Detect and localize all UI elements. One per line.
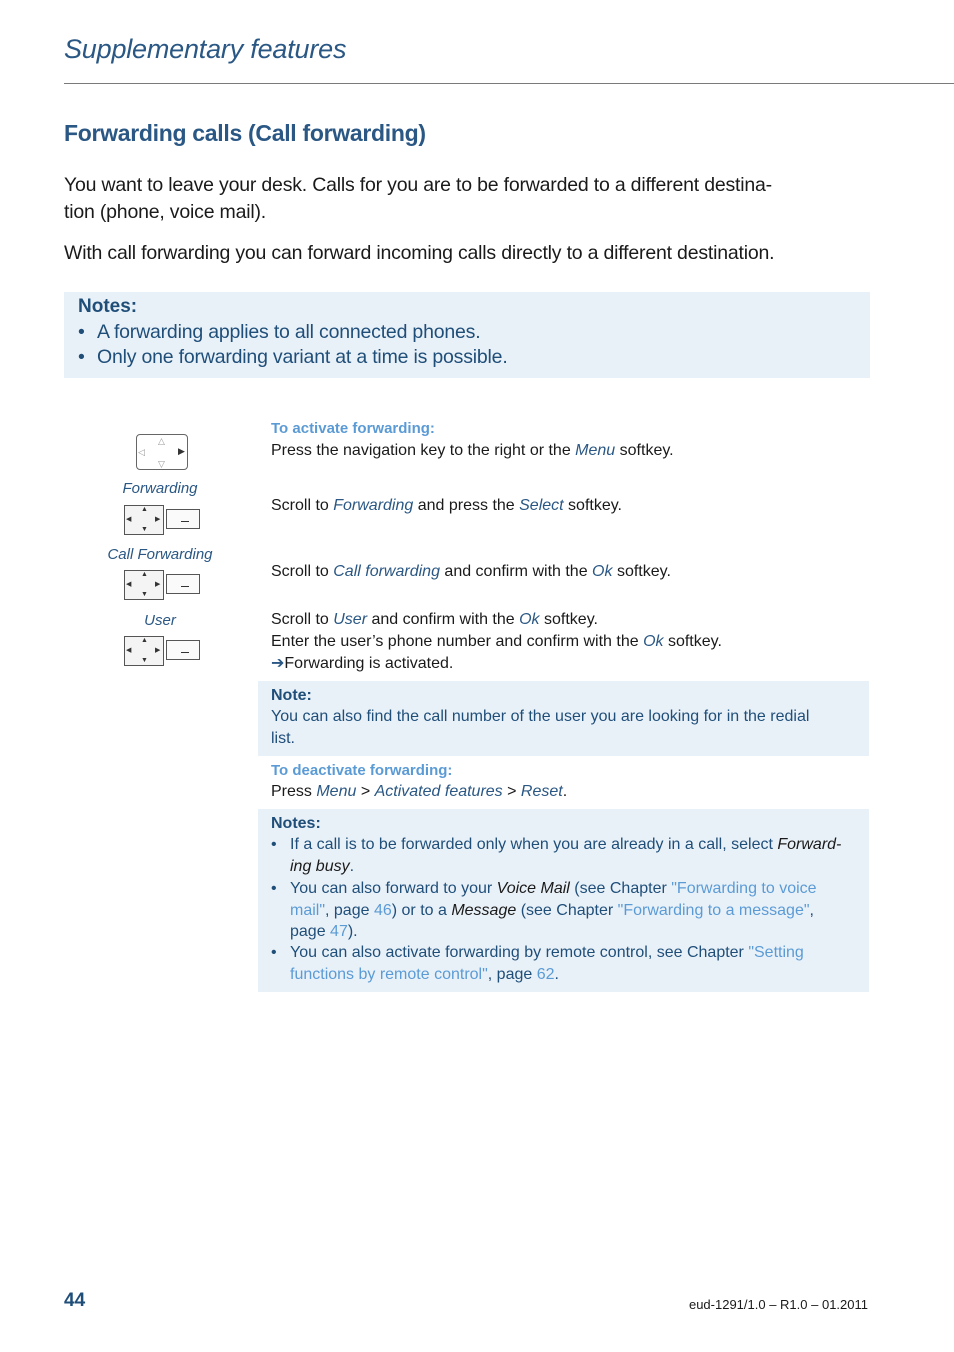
notes-title: Notes: bbox=[78, 296, 138, 317]
navigation-key-icon: △ ◁ ▶ ▽ bbox=[136, 434, 188, 470]
bullet: • bbox=[78, 321, 85, 343]
intro-paragraph-1 bbox=[64, 172, 874, 226]
note-title: Note: bbox=[271, 687, 312, 704]
scroll-keys-icon: ▲ ◀ ▶ ▼ bbox=[124, 636, 200, 666]
chapter-title: Supplementary features bbox=[64, 34, 347, 64]
scroll-keys-icon: ▲ ◀ ▶ ▼ bbox=[124, 505, 200, 535]
intro-paragraph-1-line-1: You want to leave your desk. Calls for you are to be forwarded to a different destina- bbox=[64, 174, 772, 196]
page-link-62[interactable]: 62 bbox=[536, 965, 555, 983]
note-text: You can also find the call number of the user you are looking for in the redial list. bbox=[271, 708, 810, 747]
notes-box-additional: Notes: • If a call is to be forwarded only when you are already in a call, select Forward- ing busy. • You can also forward to your Voice Mail (see Chapter "Forwarding to voice mail", page 46) or to a Message (see Chapter "Forwarding to a message", page 47). • You can also activate forwarding by remote control, see Chapter "Setting functions by remote control", page 62. bbox=[258, 809, 869, 992]
notes-box bbox=[64, 292, 870, 378]
scroll-keys-icon: ▲ ◀ ▶ ▼ bbox=[124, 570, 200, 600]
document-code: eud-1291/1.0 – R1.0 – 01.2011 bbox=[688, 1297, 868, 1312]
notes-item: • Only one forwarding variant at a time is possible. bbox=[78, 346, 508, 368]
chapter-link-message[interactable]: "Forwarding to a message" bbox=[617, 901, 810, 919]
step-4-text: Scroll to User and confirm with the Ok softkey. Enter the user’s phone number and confirm with the Ok softkey. ➔Forwarding is activated. bbox=[271, 611, 722, 672]
side-label-call-forwarding: Call Forwarding bbox=[107, 546, 213, 563]
bullet: • bbox=[78, 346, 85, 368]
chapter-link-remote-control[interactable]: "Setting bbox=[748, 944, 804, 961]
page-number: 44 bbox=[64, 1290, 86, 1311]
step-1-text: Press the navigation key to the right or the Menu softkey. bbox=[271, 442, 674, 459]
intro-paragraph-2: With call forwarding you can forward incoming calls directly to a different destination. bbox=[64, 242, 775, 264]
notes-item: • A forwarding applies to all connected phones. bbox=[78, 321, 481, 343]
section-title: Forwarding calls (Call forwarding) bbox=[64, 120, 426, 146]
intro-paragraph-1-line-2: tion (phone, voice mail). bbox=[64, 201, 267, 223]
side-label-user: User bbox=[144, 612, 176, 629]
chapter-link-voice-mail[interactable]: "Forwarding to voice bbox=[671, 880, 817, 897]
step-2-text: Scroll to Forwarding and press the Select softkey. bbox=[271, 497, 622, 514]
softkey-name: Menu bbox=[575, 442, 616, 459]
step-3-text: Scroll to Call forwarding and confirm with the Ok softkey. bbox=[271, 563, 671, 580]
deactivate-text: Press Menu > Activated features > Reset. bbox=[271, 783, 568, 800]
header-divider bbox=[64, 83, 954, 84]
chapter-link-voice-mail[interactable]: mail" bbox=[290, 901, 326, 919]
side-label-forwarding: Forwarding bbox=[122, 480, 198, 497]
page-link-46[interactable]: 46 bbox=[373, 901, 392, 919]
deactivate-heading: To deactivate forwarding: bbox=[271, 762, 453, 779]
activate-heading: To activate forwarding: bbox=[271, 420, 435, 437]
page-link-47[interactable]: 47 bbox=[330, 923, 348, 940]
result-arrow-icon: ➔ bbox=[271, 655, 285, 672]
chapter-link-remote-control[interactable]: functions by remote control" bbox=[290, 965, 488, 983]
note-box-redial bbox=[258, 681, 869, 756]
notes-title: Notes: bbox=[271, 815, 321, 832]
